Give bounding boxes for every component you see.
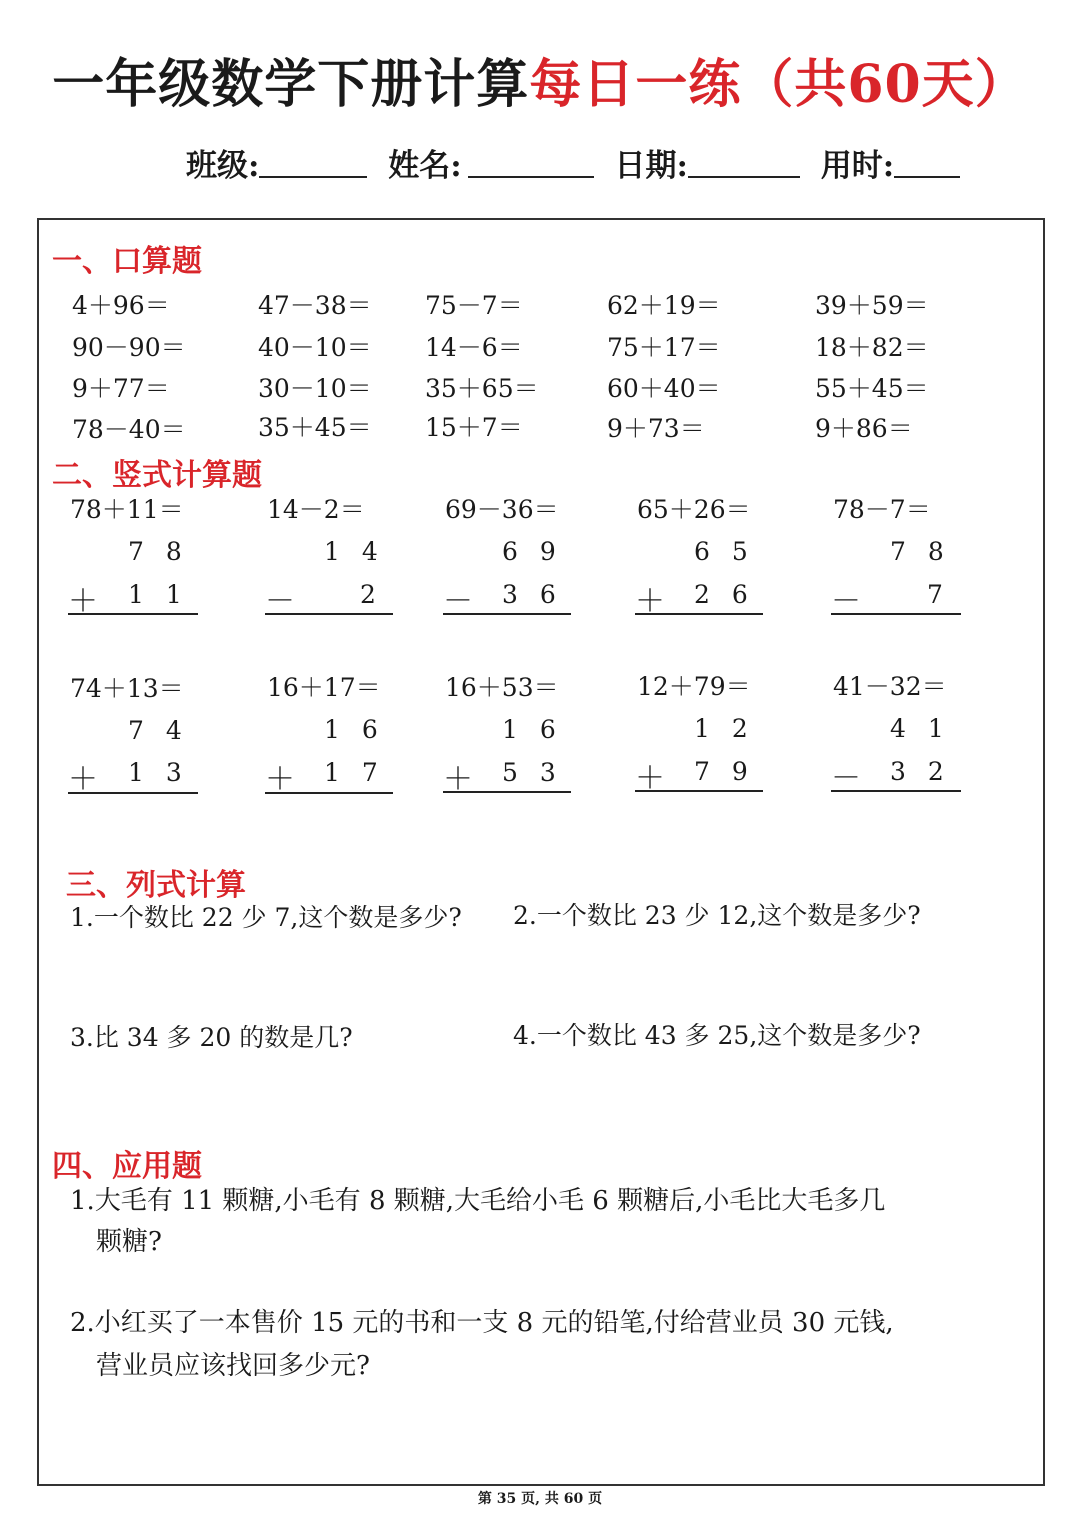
vertical-operator: ＋ <box>68 584 98 619</box>
vertical-expression: 78＋11＝ <box>70 495 184 524</box>
class-field[interactable] <box>259 146 367 178</box>
vertical-expression: 14－2＝ <box>267 495 365 524</box>
oral-question: 55＋45＝ <box>815 374 929 403</box>
time-field[interactable] <box>894 146 960 178</box>
word-problem-2-cont: 营业员应该找回多少元? <box>96 1351 370 1381</box>
oral-question: 35＋65＝ <box>425 374 539 403</box>
oral-question: 39＋59＝ <box>815 291 929 320</box>
title-highlight: 每日一练（共60天） <box>529 54 1028 115</box>
vertical-underline <box>831 790 961 792</box>
vertical-operator: ＋ <box>265 762 295 797</box>
vertical-bottom-number: 7 9 <box>694 757 748 786</box>
vertical-operator: － <box>443 584 473 619</box>
vertical-top-number: 6 5 <box>694 537 748 566</box>
vertical-expression: 78－7＝ <box>833 495 931 524</box>
title-main: 一年级数学下册计算 <box>52 54 530 115</box>
oral-question: 75－7＝ <box>425 291 523 320</box>
vertical-underline <box>443 613 571 615</box>
vertical-bottom-number: 1 1 <box>128 580 182 609</box>
vertical-operator: － <box>831 761 861 796</box>
vertical-operator: ＋ <box>635 761 665 796</box>
oral-question: 4＋96＝ <box>72 291 170 320</box>
class-label: 班级: <box>186 148 260 184</box>
date-field[interactable] <box>688 146 800 178</box>
student-info-row <box>186 140 970 185</box>
vertical-bottom-number: 7 <box>927 580 943 609</box>
vertical-bottom-number: 3 2 <box>890 757 944 786</box>
vertical-underline <box>635 790 763 792</box>
vertical-top-number: 1 6 <box>324 715 378 744</box>
oral-question: 35＋45＝ <box>258 413 372 442</box>
oral-question: 18＋82＝ <box>815 333 929 362</box>
oral-question: 9＋77＝ <box>72 374 170 403</box>
vertical-top-number: 7 4 <box>128 716 182 745</box>
vertical-underline <box>68 613 198 615</box>
vertical-top-number: 7 8 <box>890 537 944 566</box>
vertical-bottom-number: 2 <box>360 580 376 609</box>
oral-question: 75＋17＝ <box>607 333 721 362</box>
vertical-bottom-number: 1 3 <box>128 758 182 787</box>
vertical-operator: ＋ <box>635 584 665 619</box>
vertical-underline <box>265 792 393 794</box>
vertical-underline <box>443 791 571 793</box>
vertical-top-number: 1 6 <box>502 715 556 744</box>
vertical-bottom-number: 3 6 <box>502 580 556 609</box>
equation-question-4: 4.一个数比 43 多 25,这个数是多少? <box>513 1021 921 1050</box>
oral-question: 9＋86＝ <box>815 414 913 443</box>
vertical-expression: 69－36＝ <box>445 495 559 524</box>
section-oral-title: 一、口算题 <box>52 244 202 279</box>
equation-question-3: 3.比 34 多 20 的数是几? <box>70 1023 353 1052</box>
vertical-underline <box>635 613 763 615</box>
vertical-bottom-number: 5 3 <box>502 758 556 787</box>
oral-question: 60＋40＝ <box>607 374 721 403</box>
vertical-underline <box>831 613 961 615</box>
vertical-bottom-number: 2 6 <box>694 580 748 609</box>
oral-question: 14－6＝ <box>425 333 523 362</box>
page-footer: 第 35 页, 共 60 页 <box>477 1491 603 1507</box>
section-vertical-title: 二、竖式计算题 <box>52 458 262 493</box>
vertical-top-number: 4 1 <box>890 714 944 743</box>
vertical-top-number: 1 2 <box>694 714 748 743</box>
oral-question: 9＋73＝ <box>607 414 705 443</box>
oral-question: 40－10＝ <box>258 333 372 362</box>
oral-question: 30－10＝ <box>258 374 372 403</box>
vertical-expression: 65＋26＝ <box>637 495 751 524</box>
section-word-problems-title: 四、应用题 <box>52 1149 202 1184</box>
name-field[interactable] <box>468 146 594 178</box>
vertical-expression: 16＋53＝ <box>445 673 559 702</box>
vertical-expression: 41－32＝ <box>833 672 947 701</box>
oral-question: 90－90＝ <box>72 333 186 362</box>
word-problem-1: 1.大毛有 11 颗糖,小毛有 8 颗糖,大毛给小毛 6 颗糖后,小毛比大毛多几 <box>70 1186 886 1216</box>
equation-question-1: 1.一个数比 22 少 7,这个数是多少? <box>70 903 462 932</box>
vertical-top-number: 7 8 <box>128 537 182 566</box>
vertical-operator: ＋ <box>68 762 98 797</box>
vertical-underline <box>68 792 198 794</box>
equation-question-2: 2.一个数比 23 少 12,这个数是多少? <box>513 901 921 930</box>
page-title <box>0 42 1080 117</box>
section-equation-title: 三、列式计算 <box>66 868 246 903</box>
name-label: 姓名: <box>388 148 462 184</box>
vertical-underline <box>265 613 393 615</box>
vertical-operator: ＋ <box>443 762 473 797</box>
vertical-top-number: 1 4 <box>324 537 378 566</box>
oral-question: 62＋19＝ <box>607 291 721 320</box>
date-label: 日期: <box>614 148 688 184</box>
time-label: 用时: <box>820 148 895 184</box>
vertical-expression: 74＋13＝ <box>70 674 184 703</box>
oral-question: 78－40＝ <box>72 415 186 444</box>
vertical-expression: 12＋79＝ <box>637 672 751 701</box>
word-problem-1-cont: 颗糖? <box>96 1227 162 1257</box>
vertical-bottom-number: 1 7 <box>324 758 378 787</box>
vertical-expression: 16＋17＝ <box>267 673 381 702</box>
vertical-operator: － <box>831 584 861 619</box>
vertical-operator: － <box>265 584 295 619</box>
oral-question: 15＋7＝ <box>425 413 523 442</box>
word-problem-2: 2.小红买了一本售价 15 元的书和一支 8 元的铅笔,付给营业员 30 元钱, <box>70 1308 894 1338</box>
vertical-top-number: 6 9 <box>502 537 556 566</box>
oral-question: 47－38＝ <box>258 291 372 320</box>
